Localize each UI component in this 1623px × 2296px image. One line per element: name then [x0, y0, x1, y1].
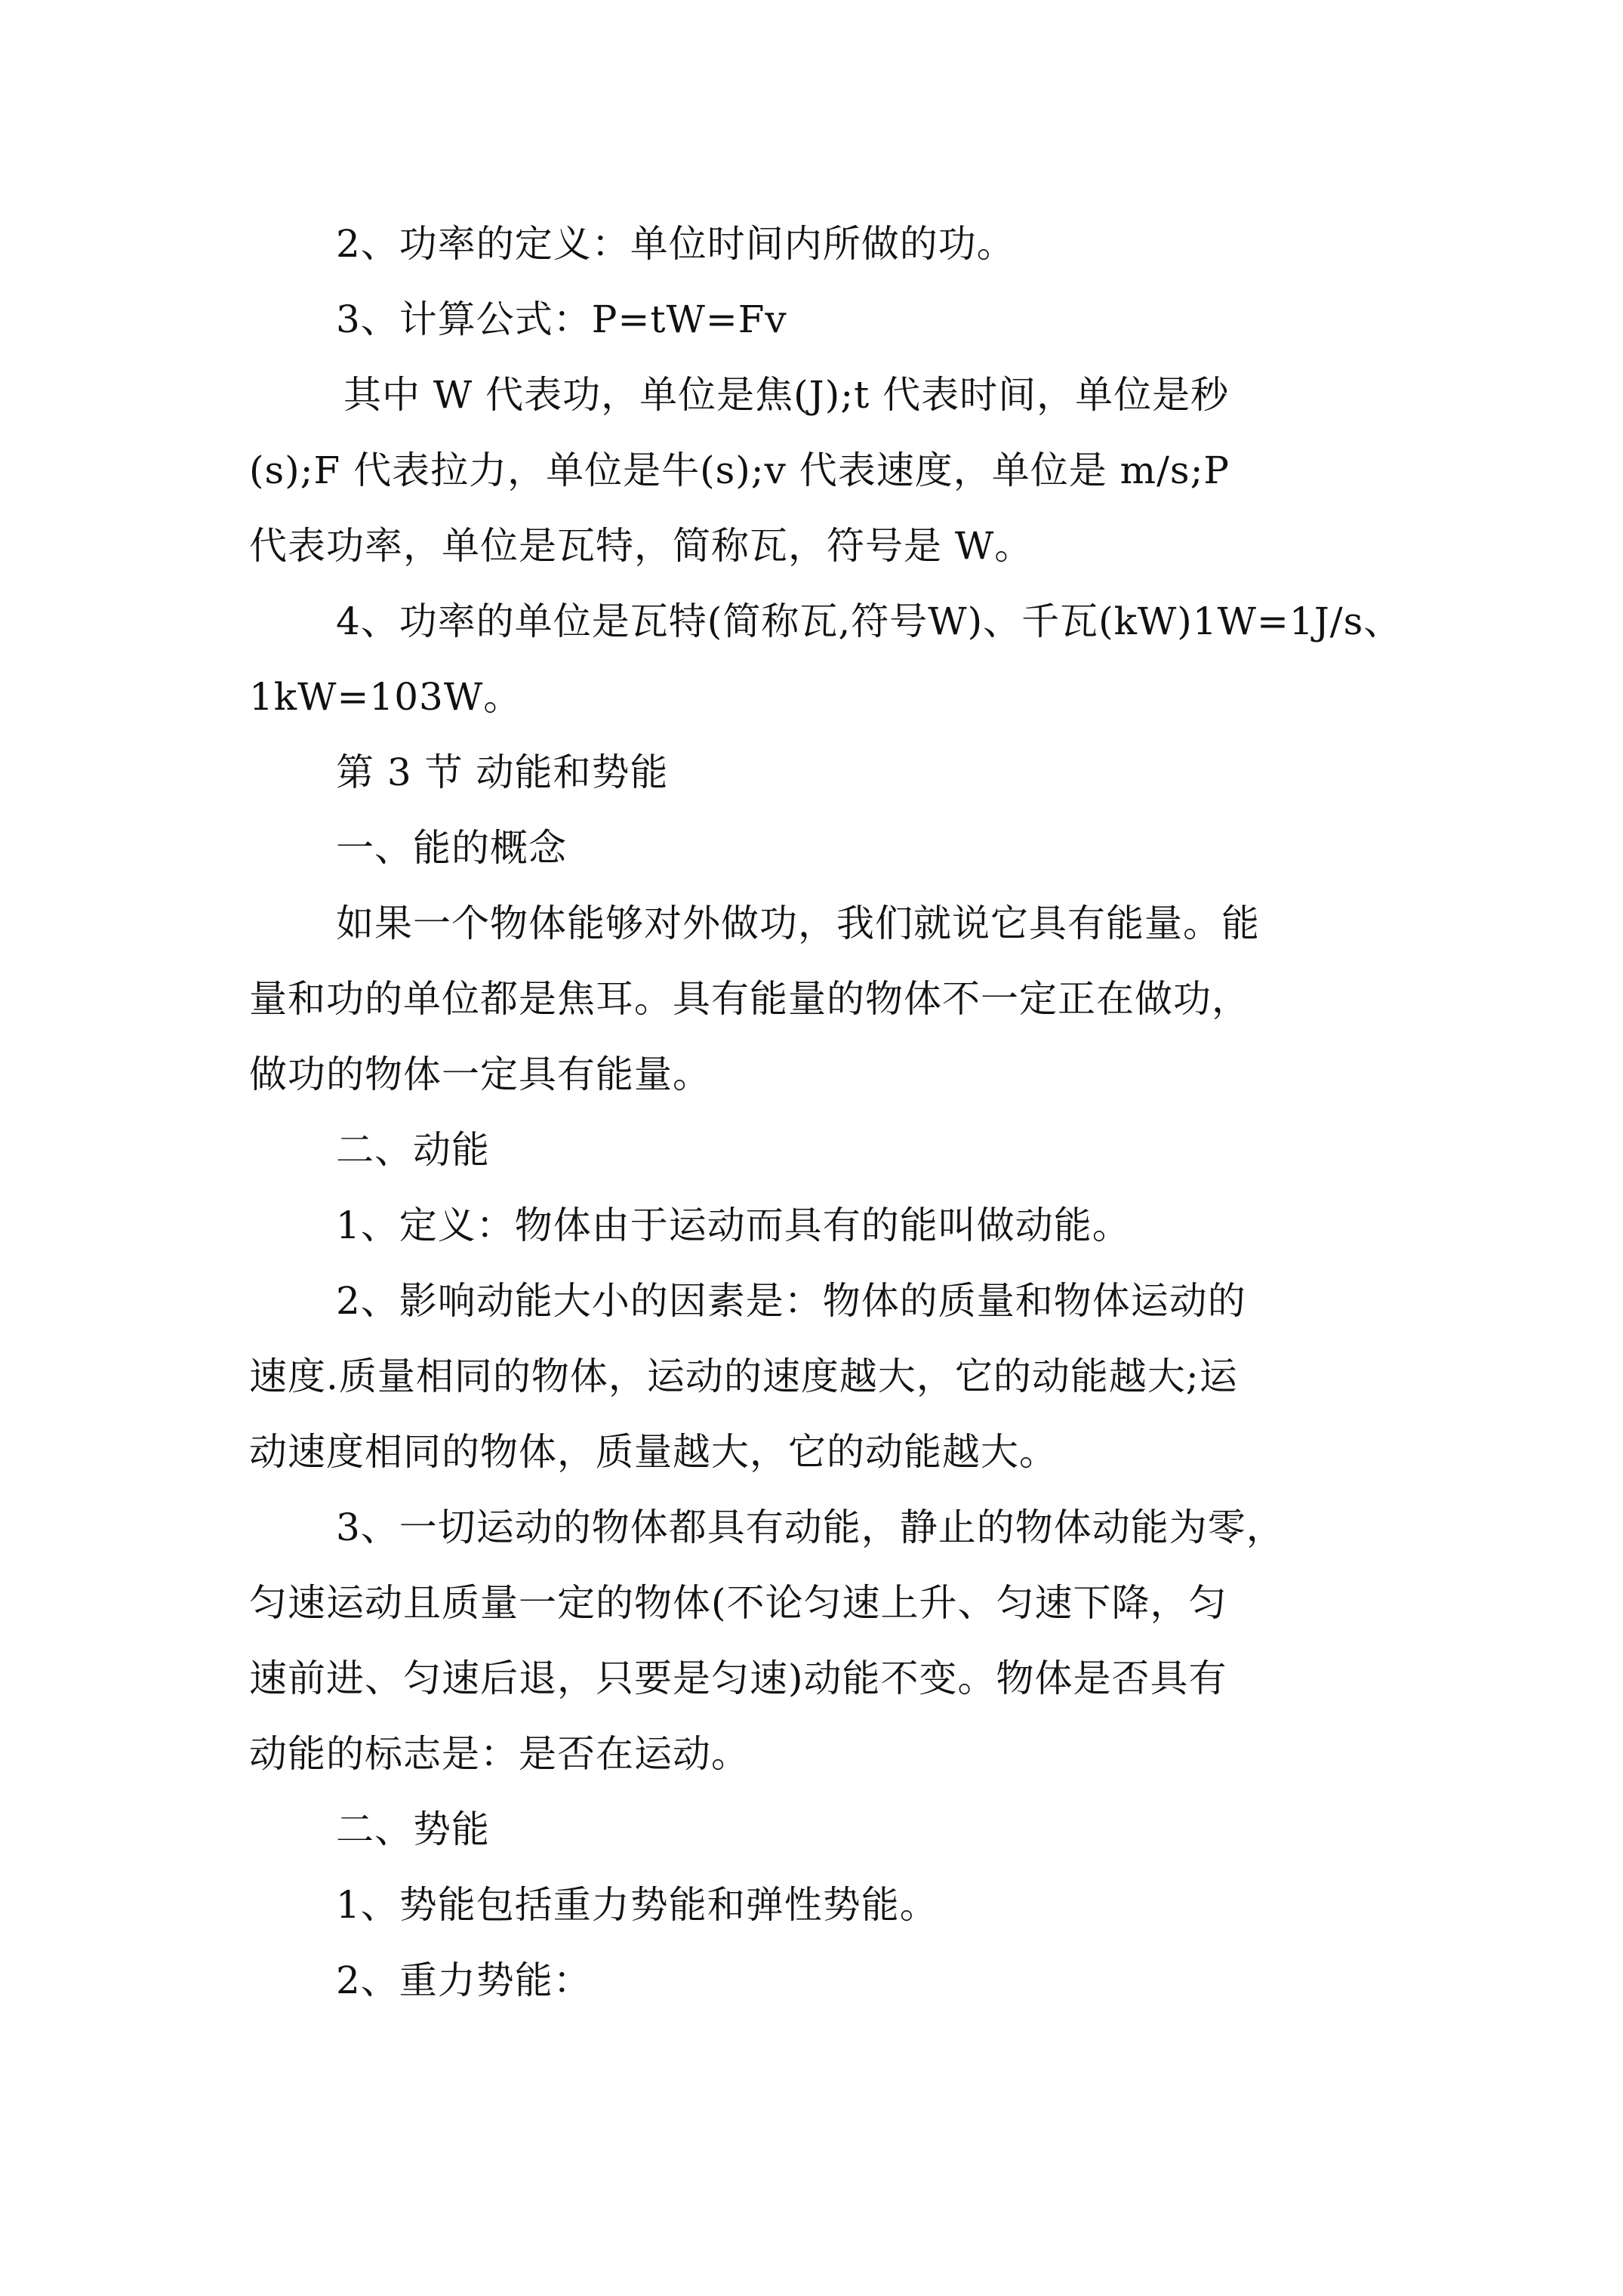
- text-line: 速度.质量相同的物体，运动的速度越大，它的动能越大;运: [249, 1354, 1238, 1398]
- text-line: 其中 W 代表功，单位是焦(J);t 代表时间，单位是秒: [343, 373, 1230, 417]
- subheading: 二、动能: [336, 1128, 490, 1172]
- section-heading: 第 3 节 动能和势能: [336, 750, 669, 794]
- subheading: 二、势能: [336, 1808, 490, 1851]
- text-line: 1、势能包括重力势能和弹性势能。: [336, 1883, 938, 1927]
- subheading: 一、能的概念: [336, 826, 567, 870]
- text-line: 1、定义：物体由于运动而具有的能叫做动能。: [336, 1203, 1131, 1247]
- text-line: 4、功率的单位是瓦特(简称瓦,符号W)、千瓦(kW)1W=1J/s、: [336, 599, 1403, 643]
- text-line: 代表功率，单位是瓦特，简称瓦，符号是 W。: [249, 524, 1033, 568]
- text-line: 动速度相同的物体，质量越大，它的动能越大。: [249, 1430, 1058, 1474]
- text-line: 速前进、匀速后退，只要是匀速)动能不变。物体是否具有: [249, 1657, 1227, 1700]
- text-line: 2、影响动能大小的因素是：物体的质量和物体运动的: [336, 1279, 1246, 1323]
- text-line: 匀速运动且质量一定的物体(不论匀速上升、匀速下降，匀: [249, 1581, 1227, 1625]
- text-line: 2、重力势能：: [336, 1959, 592, 2002]
- text-line: 1kW=103W。: [249, 675, 522, 719]
- text-line: 3、计算公式：P=tW=Fv: [336, 297, 787, 341]
- text-line: 量和功的单位都是焦耳。具有能量的物体不一定正在做功，: [249, 977, 1250, 1021]
- text-line: 如果一个物体能够对外做功，我们就说它具有能量。能: [336, 901, 1260, 945]
- text-line: (s);F 代表拉力，单位是牛(s);v 代表速度，单位是 m/s;P: [249, 448, 1230, 492]
- text-line: 动能的标志是：是否在运动。: [249, 1732, 750, 1776]
- text-line: 做功的物体一定具有能量。: [249, 1052, 711, 1096]
- text-line: 2、功率的定义：单位时间内所做的功。: [336, 222, 1015, 266]
- text-line: 3、一切运动的物体都具有动能，静止的物体动能为零，: [336, 1505, 1285, 1549]
